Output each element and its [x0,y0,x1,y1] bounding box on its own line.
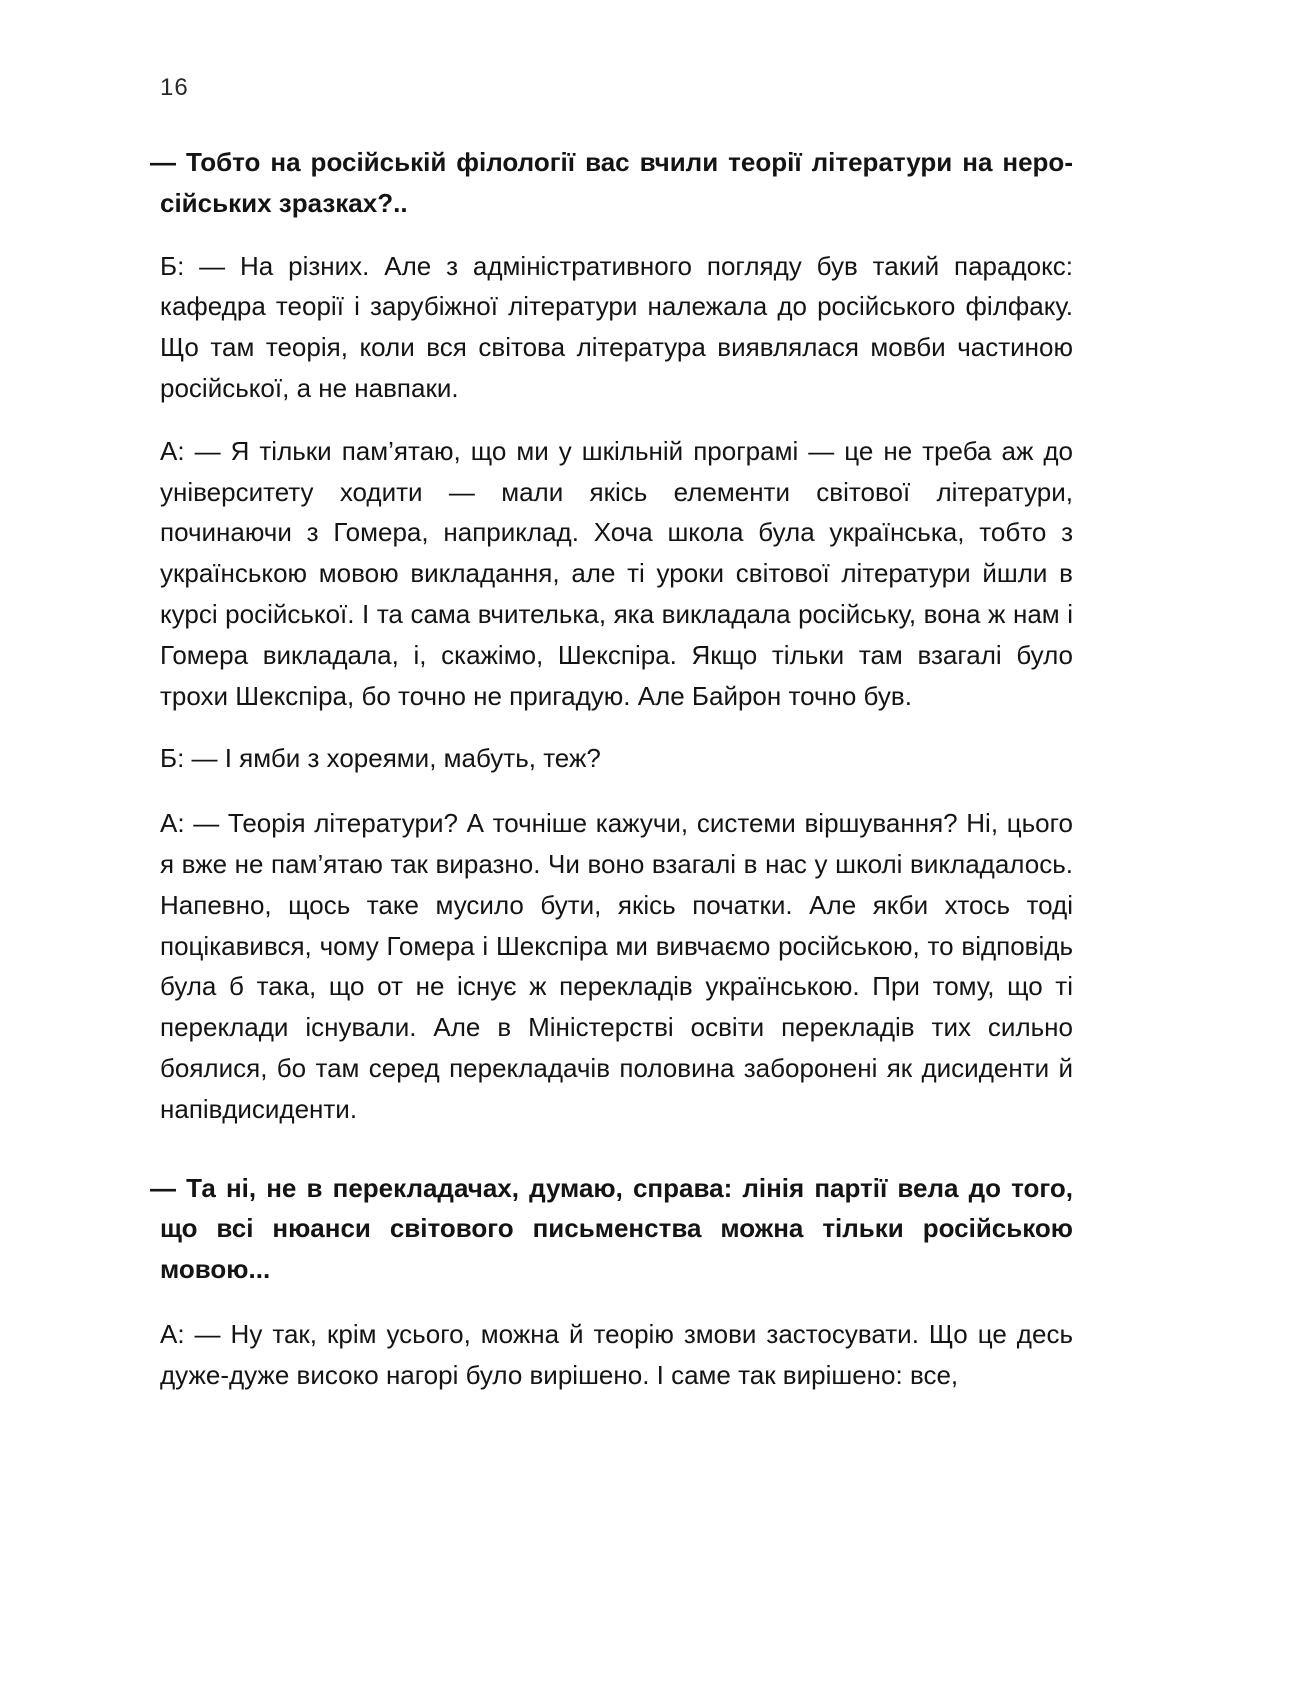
page-number: 16 [160,74,189,101]
page-body [150,142,1073,1396]
interviewer-question-2: — Та ні, не в перекладачах, думаю, справа: лінія партії вела до того, що всі нюанси світового письменства можна тільки російською мовою... [150,1172,1073,1285]
answer-paragraph-a3: А: — Ну так, крім усього, можна й теорію змови застосувати. Що це десь дуже-дуже високо нагорі було вирішено. І саме так вирішено: все, [160,1318,1073,1390]
answer-paragraph-b1: Б: — На різних. Але з адміністративного погляду був такий парадокс: кафедра теорії і зарубіжної літератури належала до російського філфаку. Що там теорія, коли вся світова література виявлялася мовби частиною російської, а не навпаки. [160,250,1073,403]
interviewer-question-1: — Тобто на російській філології вас вчили теорії літератури на неросійських зразках?.. [150,147,1073,218]
answer-paragraph-a2: А: — Теорія літератури? А точніше кажучи, системи віршування? Ні, цього я вже не пам’ятаю так виразно. Чи воно взагалі в нас у школі викладалось. Напевно, щось таке мусило бути, якісь початки. Але якби хтось тоді поцікавився, чому Гомера і Шекспіра ми вивчаємо російською, то відповідь була б така, що от не існує ж перекладів українською. При тому, що ті переклади існували. Але в Міністерстві освіти перекладів тих сильно боялися, бо там серед перекладачів половина заборонені як дисиденти й напівдисиденти. [160,808,1073,1124]
answer-paragraph-b2: Б: — І ямби з хореями, мабуть, теж? [160,743,601,774]
answer-paragraph-a1: А: — Я тільки пам’ятаю, що ми у шкільній програмі — це не треба аж до університету ходити — мали якісь елементи світової літератури, починаючи з Гомера, наприклад. Хоча школа була українська, тобто з українською мовою викладання, але ті уроки світової літератури йшли в курсі російської. І та сама вчителька, яка викладала російську, вона ж нам і Гомера викладала, і, скажімо, Шекспіра. Якщо тільки там взагалі було трохи Шекспіра, бо точно не пригадую. Але Байрон точно був. [160,435,1073,711]
